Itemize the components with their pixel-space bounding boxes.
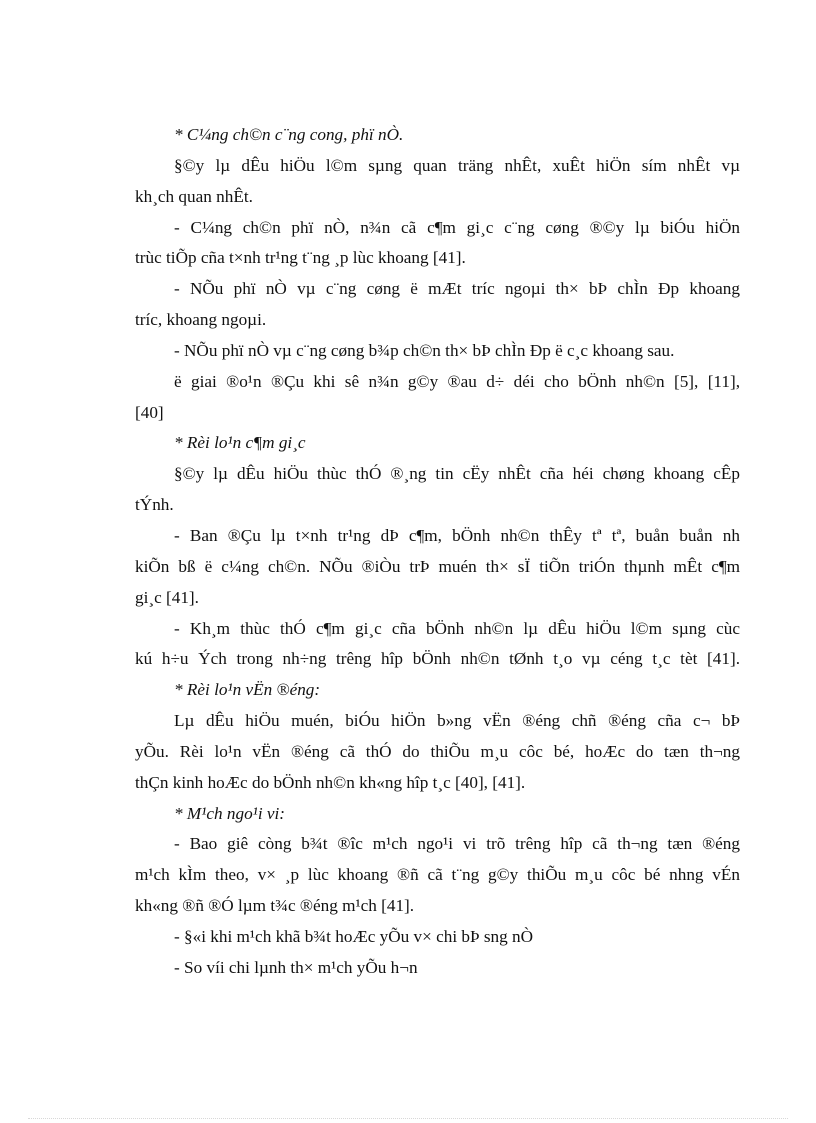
- text-line: thÇn kinh hoÆc do bÖnh nh©n kh«ng hîp t¸c [40], [41].: [135, 772, 526, 792]
- text-line: - C¼ng ch©n phï nÒ, n¾n cã c¶m gi¸c c¨ng cøng ®©y lµ biÓu hiÖn: [174, 217, 740, 237]
- text-line: §©y lµ dÊu hiÖu l©m sµng quan träng nhÊt, xuÊt hiÖn sím nhÊt vµ: [174, 155, 740, 175]
- text-line: - Ban ®Çu lµ t×nh tr¹ng dÞ c¶m, bÖnh nh©n thÊy tª tª, buån buån nh: [174, 525, 740, 545]
- text-line: gi¸c [41].: [135, 587, 199, 607]
- text-line: Lµ dÊu hiÖu muén, biÓu hiÖn b»ng vËn ®éng chñ ®éng cña c¬ bÞ: [174, 711, 740, 731]
- section-heading: * Rèi lo¹n c¶m gi¸c: [174, 433, 306, 453]
- text-line: [40]: [135, 402, 164, 422]
- text-line: m¹ch kÌm theo, v× ¸p lùc khoang ®ñ cã t¨ng g©y thiÕu m¸u côc bé nhng vÉn: [135, 865, 740, 885]
- section-heading: * M¹ch ngo¹i vi:: [174, 803, 286, 823]
- document-body: [135, 120, 740, 984]
- text-line: - So víi chi lµnh th× m¹ch yÕu h¬n: [174, 957, 418, 977]
- text-line: kiÕn bß ë c¼ng ch©n. NÕu ®iÒu trÞ muén th× sÏ tiÕn triÓn thµnh mÊt c¶m: [135, 556, 740, 576]
- text-line: yÕu. Rèi lo¹n vËn ®éng cã thÓ do thiÕu m¸u côc bé, hoÆc do tæn th¬ng: [135, 741, 740, 761]
- text-line: - §«i khi m¹ch khã b¾t hoÆc yÕu v× chi bÞ sng nÒ: [174, 926, 534, 946]
- text-line: §©y lµ dÊu hiÖu thùc thÓ ®¸ng tin cËy nhÊt cña héi chøng khoang cÊp: [174, 464, 740, 484]
- section-heading: * C¼ng ch©n c¨ng cong, phï nÒ.: [174, 125, 404, 144]
- section-heading: * Rèi lo¹n vËn ®éng:: [174, 680, 321, 700]
- text-line: trùc tiÕp cña t×nh tr¹ng t¨ng ¸p lùc khoang [41].: [135, 248, 466, 268]
- text-line: kú h÷u Ých trong nh÷ng trêng hîp bÖnh nh©n tØnh t¸o vµ céng t¸c tèt [41].: [135, 649, 740, 669]
- page-bottom-rule: [28, 1118, 788, 1119]
- text-line: - NÕu phï nÒ vµ c¨ng cøng b¾p ch©n th× bÞ chÌn Ðp ë c¸c khoang sau.: [174, 340, 675, 360]
- text-line: - Bao giê còng b¾t ®îc m¹ch ngo¹i vi trõ trêng hîp cã th¬ng tæn ®éng: [174, 834, 740, 854]
- text-line: - NÕu phï nÒ vµ c¨ng cøng ë mÆt tríc ngoµi th× bÞ chÌn Ðp khoang: [174, 279, 740, 299]
- text-line: kh¸ch quan nhÊt.: [135, 186, 253, 206]
- text-line: kh«ng ®ñ ®Ó lµm t¾c ®éng m¹ch [41].: [135, 896, 415, 916]
- text-line: - Kh¸m thùc thÓ c¶m gi¸c cña bÖnh nh©n lµ dÊu hiÖu l©m sµng cùc: [174, 618, 740, 638]
- text-line: ë giai ®o¹n ®Çu khi sê n¾n g©y ®au d÷ déi cho bÖnh nh©n [5], [11],: [174, 371, 740, 391]
- text-line: tÝnh.: [135, 495, 174, 515]
- text-line: tríc, khoang ngoµi.: [135, 310, 267, 330]
